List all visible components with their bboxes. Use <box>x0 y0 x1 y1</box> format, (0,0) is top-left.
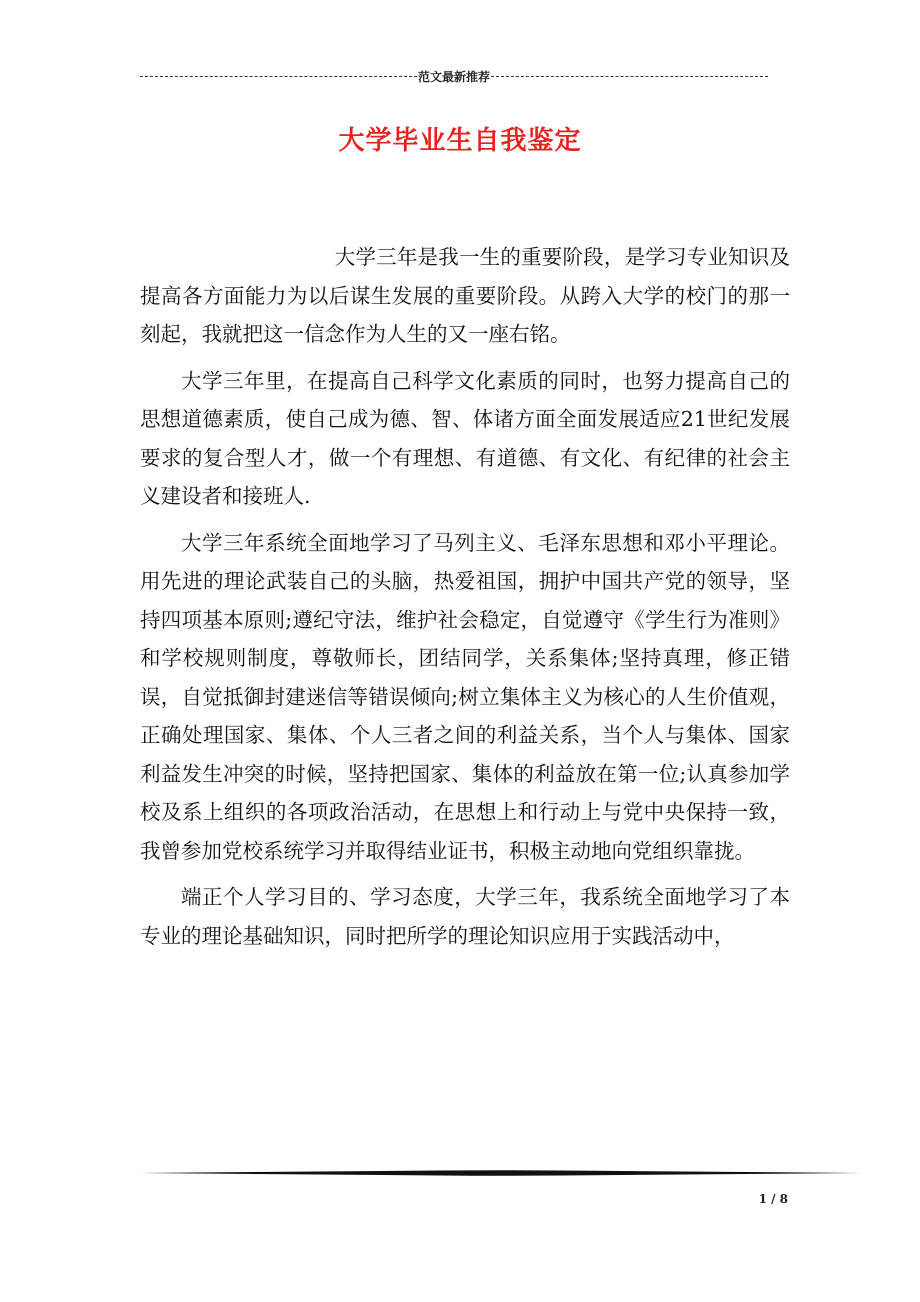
paragraph-2: 大学三年里，在提高自己科学文化素质的同时，也努力提高自己的思想道德素质，使自己成为德、智、体诸方面全面发展适应21世纪发展要求的复合型人才，做一个有理想、有道德、有文化、有纪律的社会主义建设者和接班人. <box>140 368 790 508</box>
paragraph-3: 大学三年系统全面地学习了马列主义、毛泽东思想和邓小平理论。用先进的理论武装自己的头脑，热爱祖国，拥护中国共产党的领导，坚持四项基本原则;遵纪守法，维护社会稳定，自觉遵守《学生行为准则》和学校规则制度，尊敬师长，团结同学，关系集体;坚持真理，修正错误，自觉抵御封建迷信等错误倾向;树立集体主义为核心的人生价值观，正确处理国家、集体、个人三者之间的利益关系，当个人与集体、国家利益发生冲突的时候，坚持把国家、集体的利益放在第一位;认真参加学校及系上组织的各项政治活动，在思想上和行动上与党中央保持一致，我曾参加党校系统学习并取得结业证书，积极主动地向党组织靠拢。 <box>140 530 790 863</box>
paragraph-1: 大学三年是我一生的重要阶段，是学习专业知识及提高各方面能力为以后谋生发展的重要阶段。从跨入大学的校门的那一刻起，我就把这一信念作为人生的又一座右铭。 <box>140 245 790 346</box>
page-header <box>140 66 768 86</box>
document-body <box>140 238 790 955</box>
page-number: 1 / 8 <box>758 1192 788 1206</box>
header-label: 范文最新推荐 <box>418 69 491 84</box>
document-title: 大学毕业生自我鉴定 <box>338 126 582 156</box>
header-dash-left <box>140 76 417 77</box>
header-dash-right <box>491 76 768 77</box>
footer-divider <box>140 1170 862 1176</box>
paragraph-4: 端正个人学习目的、学习态度，大学三年，我系统全面地学习了本专业的理论基础知识，同时把所学的理论知识应用于实践活动中， <box>140 885 790 948</box>
